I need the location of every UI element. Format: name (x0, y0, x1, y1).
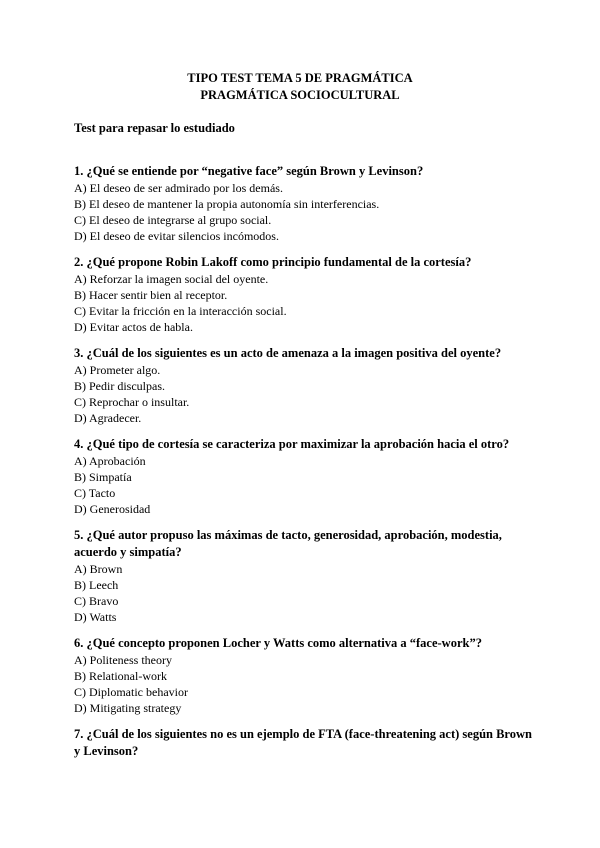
question-text: 5. ¿Qué autor propuso las máximas de tacto, generosidad, aprobación, modestia, acuerdo y simpatía? (74, 528, 502, 559)
intro-text: Test para repasar lo estudiado (74, 121, 235, 135)
question-5 (74, 527, 534, 625)
question-text: 4. ¿Qué tipo de cortesía se caracteriza por maximizar la aprobación hacia el otro? (74, 437, 510, 451)
question-3 (74, 345, 534, 426)
document-subtitle: PRAGMÁTICA SOCIOCULTURAL (200, 88, 400, 102)
option-a: A) Aprobación (74, 454, 146, 468)
question-text: 3. ¿Cuál de los siguientes es un acto de amenaza a la imagen positiva del oyente? (74, 346, 502, 360)
question-text: 2. ¿Qué propone Robin Lakoff como principio fundamental de la cortesía? (74, 255, 472, 269)
option-b: B) Relational-work (74, 669, 167, 683)
option-c: C) Diplomatic behavior (74, 685, 188, 699)
option-d: D) Watts (74, 610, 117, 624)
question-6 (74, 635, 534, 716)
option-d: D) Agradecer. (74, 411, 142, 425)
question-7 (74, 726, 534, 760)
question-list (74, 163, 534, 770)
question-text: 7. ¿Cuál de los siguientes no es un ejemplo de FTA (face-threatening act) según Brown y Levinson? (74, 727, 532, 758)
question-4 (74, 436, 534, 517)
question-2 (74, 254, 534, 335)
option-a: A) El deseo de ser admirado por los demás. (74, 181, 283, 195)
option-b: B) Simpatía (74, 470, 132, 484)
question-text: 1. ¿Qué se entiende por “negative face” según Brown y Levinson? (74, 164, 424, 178)
option-a: A) Prometer algo. (74, 363, 161, 377)
option-c: C) Reprochar o insultar. (74, 395, 190, 409)
question-text: 6. ¿Qué concepto proponen Locher y Watts como alternativa a “face-work”? (74, 636, 482, 650)
option-d: D) Generosidad (74, 502, 151, 516)
option-a: A) Reforzar la imagen social del oyente. (74, 272, 269, 286)
option-d: D) Evitar actos de habla. (74, 320, 193, 334)
option-c: C) El deseo de integrarse al grupo social. (74, 213, 272, 227)
document-title: TIPO TEST TEMA 5 DE PRAGMÁTICA (187, 71, 413, 85)
option-b: B) Pedir disculpas. (74, 379, 165, 393)
option-a: A) Politeness theory (74, 653, 172, 667)
option-b: B) Leech (74, 578, 119, 592)
option-a: A) Brown (74, 562, 123, 576)
option-d: D) El deseo de evitar silencios incómodos. (74, 229, 279, 243)
question-1 (74, 163, 534, 244)
option-b: B) Hacer sentir bien al receptor. (74, 288, 228, 302)
option-c: C) Evitar la fricción en la interacción social. (74, 304, 287, 318)
option-c: C) Tacto (74, 486, 116, 500)
option-d: D) Mitigating strategy (74, 701, 182, 715)
option-c: C) Bravo (74, 594, 119, 608)
option-b: B) El deseo de mantener la propia autonomía sin interferencias. (74, 197, 380, 211)
